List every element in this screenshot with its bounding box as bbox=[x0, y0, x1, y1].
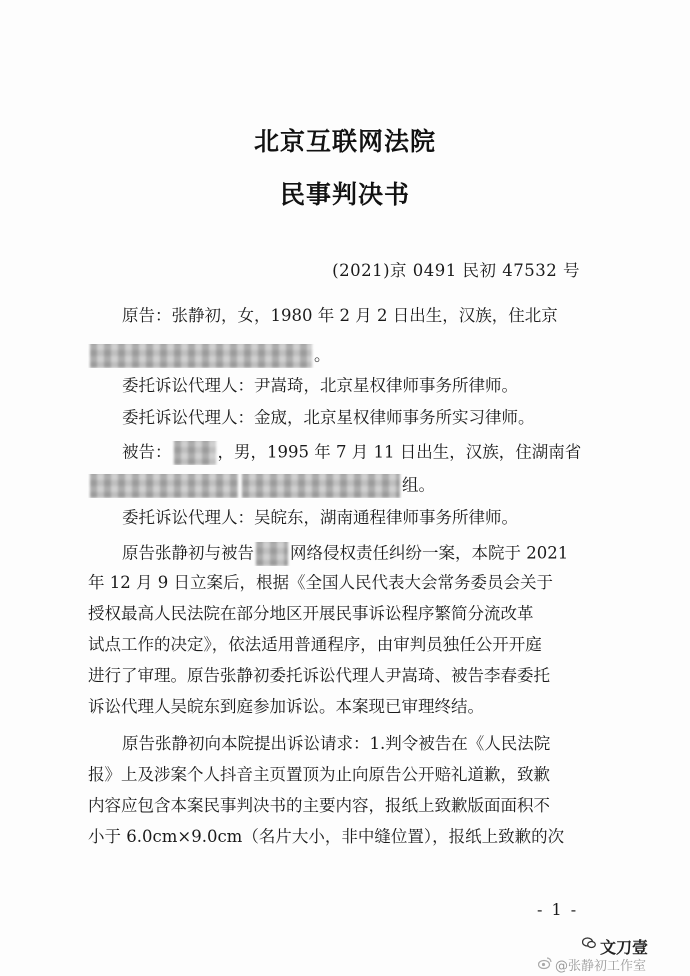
redacted-defendant-name bbox=[174, 441, 216, 465]
paragraph-1-line-2: 年 12 月 9 日立案后，根据《全国人民代表大会常务委员会关于 bbox=[88, 573, 553, 592]
redacted-defendant-name-2 bbox=[256, 542, 288, 566]
case-number: (2021)京 0491 民初 47532 号 bbox=[332, 261, 580, 280]
plaintiff-address-line: 。 bbox=[88, 344, 608, 368]
weibo-icon bbox=[538, 956, 552, 970]
plaintiff-agent-2: 委托诉讼代理人：金宬，北京星权律师事务所实习律师。 bbox=[122, 408, 535, 427]
watermark-top: 文刀壹 bbox=[600, 938, 649, 957]
watermark-bottom: @张静初工作室 bbox=[555, 959, 647, 974]
paragraph-2-line-3: 内容应包含本案民事判决书的主要内容，报纸上致歉版面面积不 bbox=[88, 796, 550, 815]
wechat-icon bbox=[582, 936, 596, 950]
paragraph-1-line-4: 试点工作的决定》，依法适用普通程序，由审判员独任公开开庭 bbox=[88, 635, 542, 654]
redacted-address bbox=[90, 344, 312, 368]
paragraph-2-line-4: 小于 6.0cm×9.0cm（名片大小，非中缝位置），报纸上致歉的次 bbox=[88, 827, 565, 846]
court-name: 北京互联网法院 bbox=[253, 127, 436, 156]
defendant-agent: 委托诉讼代理人：吴皖东，湖南通程律师事务所律师。 bbox=[122, 508, 518, 527]
paragraph-2-line-2: 报》上及涉案个人抖音主页置顶为止向原告公开赔礼道歉，致歉 bbox=[88, 765, 550, 784]
paragraph-1-line-1: 原告张静初与被告 网络侵权责任纠纷一案，本院于 2021 bbox=[122, 542, 608, 566]
plaintiff-agent-1: 委托诉讼代理人：尹嵩琦，北京星权律师事务所律师。 bbox=[122, 376, 518, 395]
plaintiff-line: 原告：张静初，女，1980 年 2 月 2 日出生，汉族，住北京 bbox=[122, 306, 558, 325]
paragraph-1-line-5: 进行了审理。原告张静初委托诉讼代理人尹嵩琦、被告李春委托 bbox=[88, 666, 550, 685]
paragraph-1-line-3: 授权最高人民法院在部分地区开展民事诉讼程序繁简分流改革 bbox=[88, 604, 534, 623]
paragraph-2-line-1: 原告张静初向本院提出诉讼请求：1.判令被告在《人民法院 bbox=[122, 734, 551, 753]
paragraph-1-line-6: 诉讼代理人吴皖东到庭参加诉讼。本案现已审理终结。 bbox=[88, 697, 484, 716]
redacted-address-part2 bbox=[242, 474, 400, 498]
defendant-line: 被告： ，男，1995 年 7 月 11 日出生，汉族，住湖南省 bbox=[122, 441, 608, 465]
defendant-address-line: 组。 bbox=[88, 474, 608, 498]
page-number: - 1 - bbox=[537, 900, 579, 919]
document-type: 民事判决书 bbox=[279, 180, 410, 209]
redacted-address-part1 bbox=[90, 474, 238, 498]
